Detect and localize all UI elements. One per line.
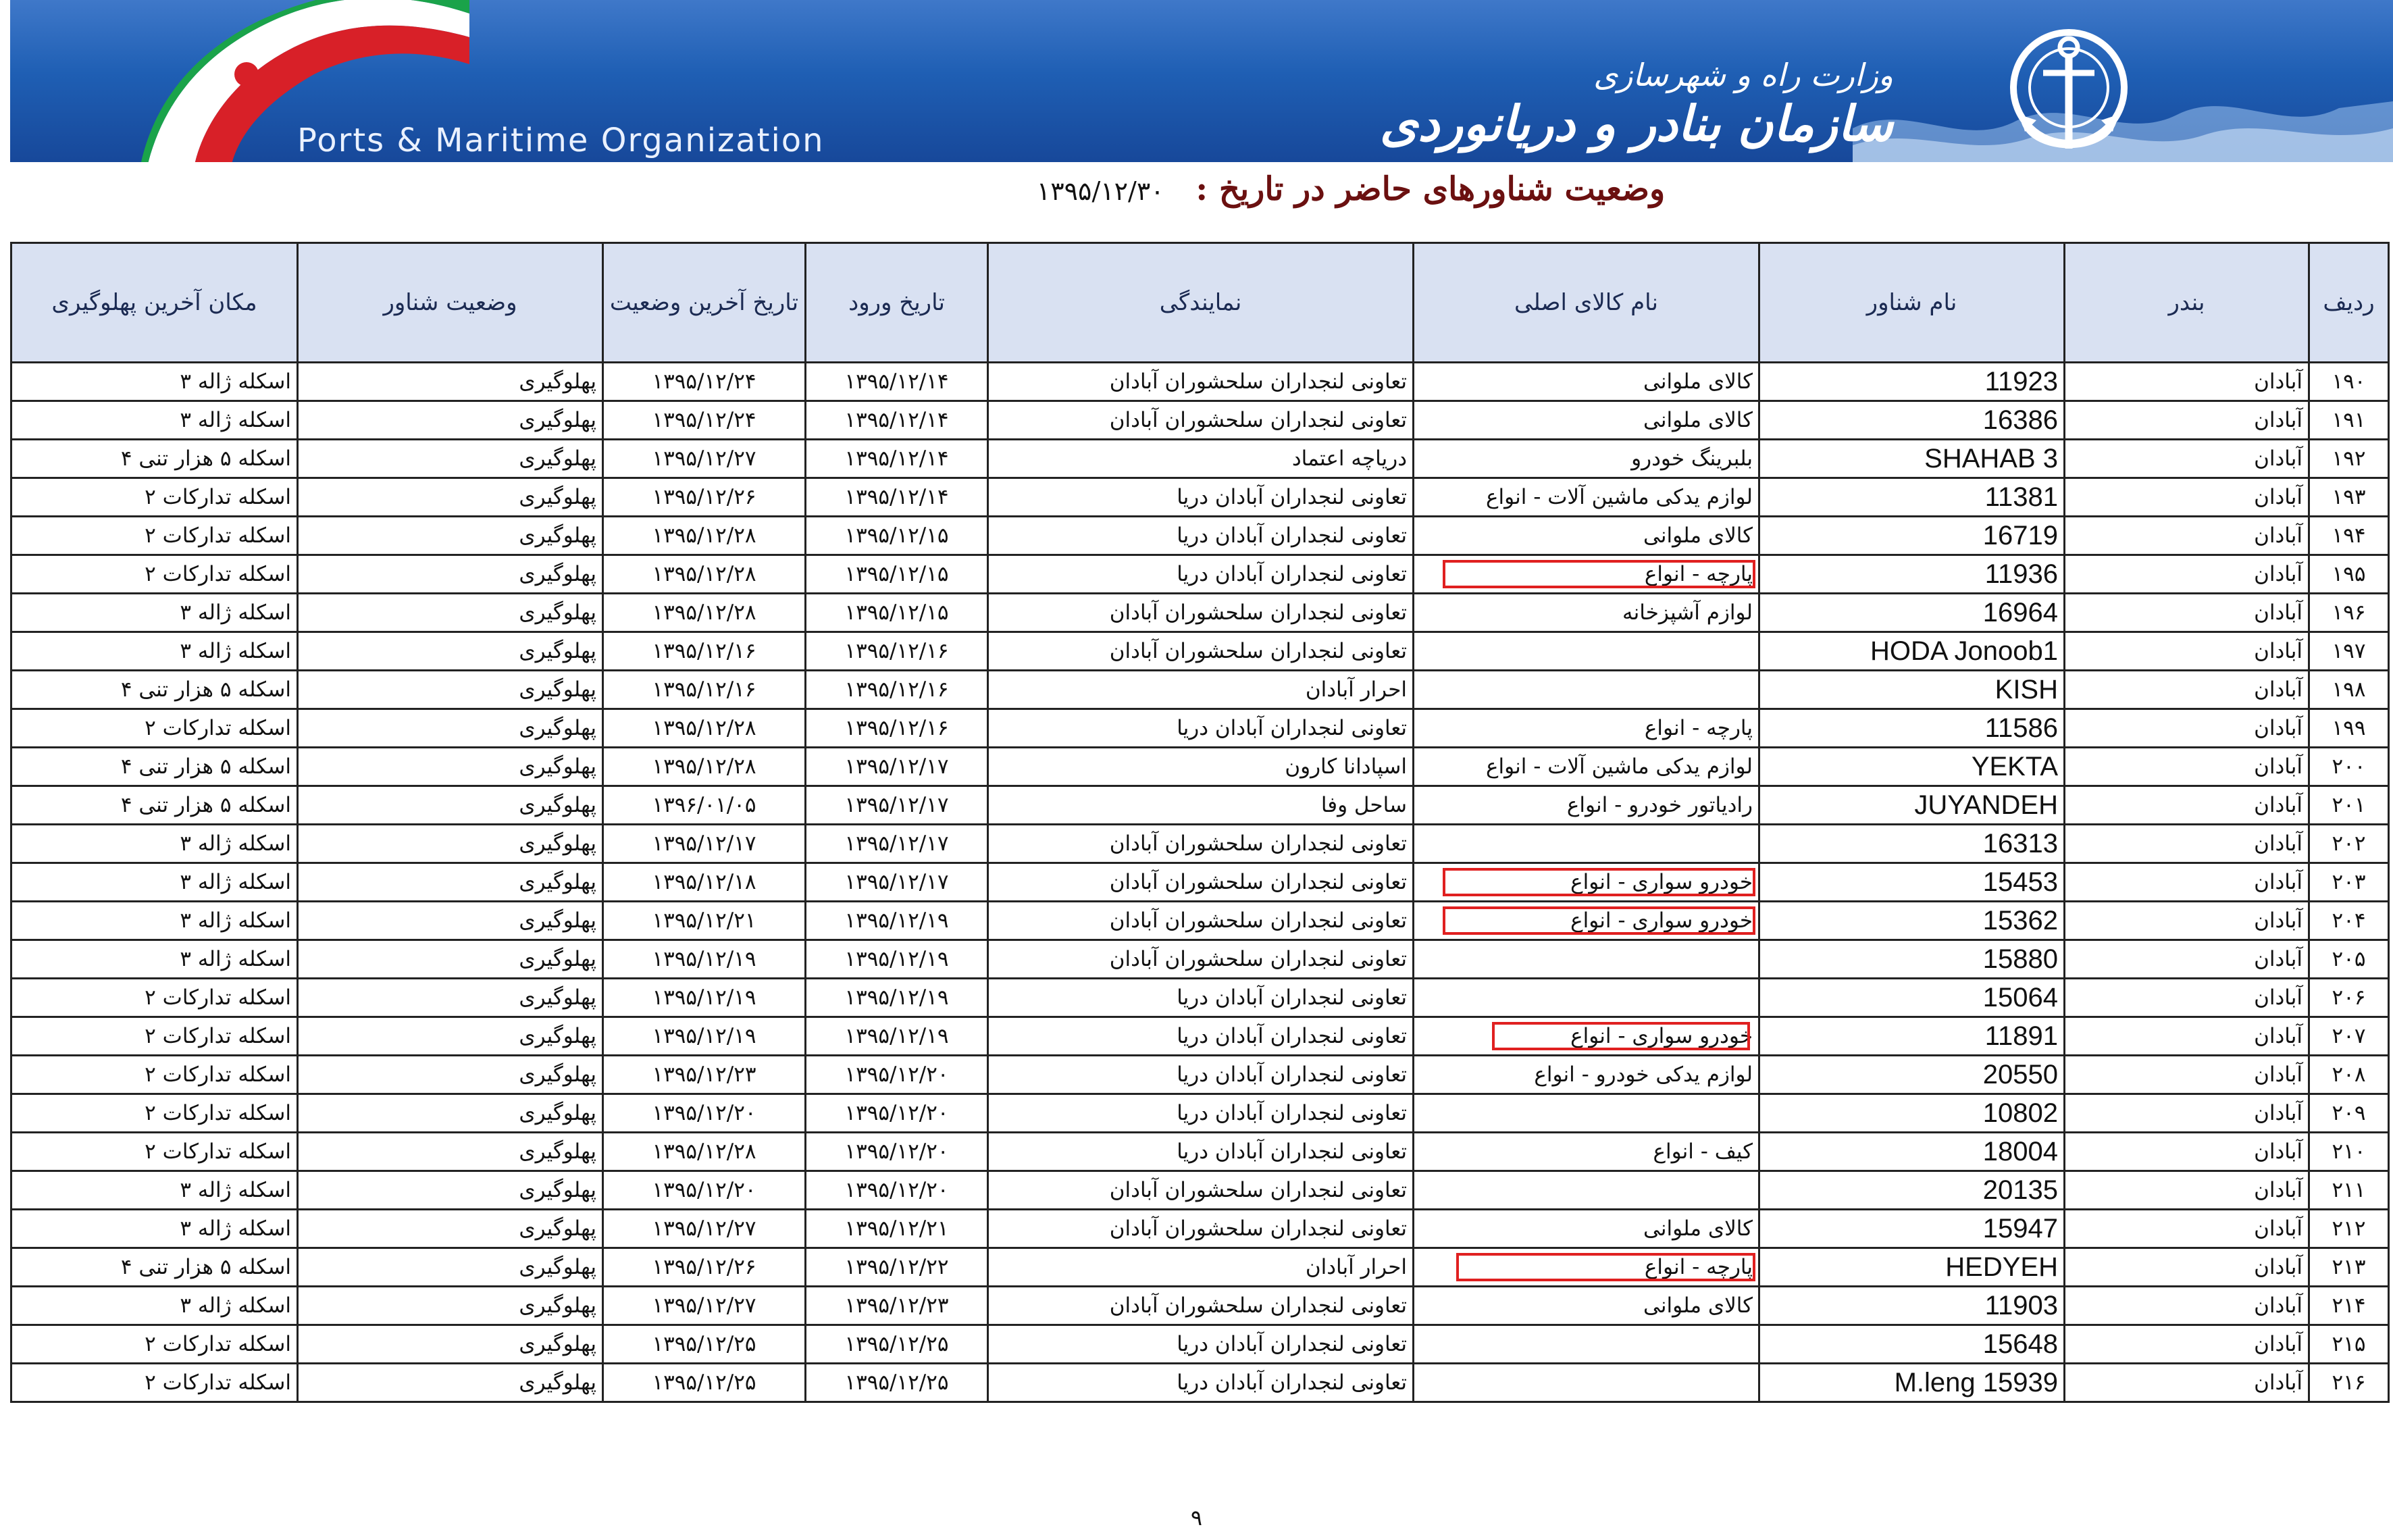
vessel-name-cell: HODA Jonoob1 bbox=[1759, 632, 2065, 671]
row-number-cell: ۲۱۴ bbox=[2309, 1287, 2389, 1325]
column-header-vessel-status: وضعیت شناور bbox=[298, 243, 603, 363]
table-row bbox=[11, 555, 2389, 594]
last-berth-cell: اسکله ژاله ۳ bbox=[11, 825, 298, 863]
agency-cell: تعاونی لنجداران آبادان دریا bbox=[988, 555, 1414, 594]
table-row bbox=[11, 709, 2389, 748]
agency-cell: تعاونی لنجداران سلحشوران آبادان bbox=[988, 363, 1414, 401]
vessel-status-cell: پهلوگیری bbox=[298, 1248, 603, 1287]
column-header-main-goods: نام کالای اصلی bbox=[1414, 243, 1759, 363]
vessel-status-cell: پهلوگیری bbox=[298, 632, 603, 671]
column-header-last-status-date: تاریخ آخرین وضعیت bbox=[603, 243, 806, 363]
vessel-name-cell: 15453 bbox=[1759, 863, 2065, 902]
last-status-date-cell: ۱۳۹۵/۱۲/۲۴ bbox=[603, 363, 806, 401]
last-berth-cell: اسکله تدارکات ۲ bbox=[11, 517, 298, 555]
vessel-name-cell: M.leng 15939 bbox=[1759, 1364, 2065, 1402]
column-header-last-berth: مکان آخرین پهلوگیری bbox=[11, 243, 298, 363]
main-goods-cell bbox=[1414, 671, 1759, 709]
last-status-date-cell: ۱۳۹۵/۱۲/۱۷ bbox=[603, 825, 806, 863]
last-status-date-cell: ۱۳۹۵/۱۲/۲۸ bbox=[603, 555, 806, 594]
last-berth-cell: اسکله ۵ هزار تنی ۴ bbox=[11, 671, 298, 709]
last-berth-cell: اسکله ۵ هزار تنی ۴ bbox=[11, 440, 298, 478]
port-cell: آبادان bbox=[2065, 1325, 2309, 1364]
port-cell: آبادان bbox=[2065, 632, 2309, 671]
main-goods-cell: خودرو سواری - انواع bbox=[1414, 1017, 1759, 1056]
vessel-name-cell: 16386 bbox=[1759, 401, 2065, 440]
vessel-name-cell: 10802 bbox=[1759, 1094, 2065, 1133]
port-cell: آبادان bbox=[2065, 940, 2309, 979]
last-berth-cell: اسکله ژاله ۳ bbox=[11, 863, 298, 902]
row-number-cell: ۲۱۰ bbox=[2309, 1133, 2389, 1171]
main-goods-cell: خودرو سواری - انواع bbox=[1414, 863, 1759, 902]
vessel-status-cell: پهلوگیری bbox=[298, 1325, 603, 1364]
page-title bbox=[1013, 170, 1689, 208]
row-number-cell: ۱۹۲ bbox=[2309, 440, 2389, 478]
main-goods-cell: کالای ملوانی bbox=[1414, 517, 1759, 555]
arrival-date-cell: ۱۳۹۵/۱۲/۲۱ bbox=[806, 1210, 988, 1248]
port-cell: آبادان bbox=[2065, 517, 2309, 555]
agency-cell: تعاونی لنجداران آبادان دریا bbox=[988, 1056, 1414, 1094]
agency-cell: تعاونی لنجداران سلحشوران آبادان bbox=[988, 1210, 1414, 1248]
vessel-status-cell: پهلوگیری bbox=[298, 786, 603, 825]
port-cell: آبادان bbox=[2065, 594, 2309, 632]
vessel-status-cell: پهلوگیری bbox=[298, 671, 603, 709]
last-berth-cell: اسکله ژاله ۳ bbox=[11, 902, 298, 940]
last-status-date-cell: ۱۳۹۵/۱۲/۱۹ bbox=[603, 979, 806, 1017]
row-number-cell: ۲۰۰ bbox=[2309, 748, 2389, 786]
port-cell: آبادان bbox=[2065, 555, 2309, 594]
last-berth-cell: اسکله تدارکات ۲ bbox=[11, 1056, 298, 1094]
agency-cell: اسپادانا کارون bbox=[988, 748, 1414, 786]
table-row bbox=[11, 825, 2389, 863]
org-name-english: Ports & Maritime Organization bbox=[297, 122, 825, 159]
row-number-cell: ۲۰۹ bbox=[2309, 1094, 2389, 1133]
arrival-date-cell: ۱۳۹۵/۱۲/۱۷ bbox=[806, 825, 988, 863]
table-row bbox=[11, 1056, 2389, 1094]
port-cell: آبادان bbox=[2065, 478, 2309, 517]
last-berth-cell: اسکله ۵ هزار تنی ۴ bbox=[11, 748, 298, 786]
vessel-status-cell: پهلوگیری bbox=[298, 440, 603, 478]
agency-cell: تعاونی لنجداران آبادان دریا bbox=[988, 1094, 1414, 1133]
row-number-cell: ۲۰۵ bbox=[2309, 940, 2389, 979]
vessel-name-cell: 15648 bbox=[1759, 1325, 2065, 1364]
vessel-status-cell: پهلوگیری bbox=[298, 478, 603, 517]
vessel-status-cell: پهلوگیری bbox=[298, 748, 603, 786]
vessel-name-cell: 20135 bbox=[1759, 1171, 2065, 1210]
row-number-cell: ۱۹۸ bbox=[2309, 671, 2389, 709]
vessel-status-cell: پهلوگیری bbox=[298, 594, 603, 632]
table-row bbox=[11, 786, 2389, 825]
arrival-date-cell: ۱۳۹۵/۱۲/۱۹ bbox=[806, 1017, 988, 1056]
main-goods-cell: خودرو سواری - انواع bbox=[1414, 902, 1759, 940]
main-goods-cell: کالای ملوانی bbox=[1414, 1287, 1759, 1325]
table-row bbox=[11, 1287, 2389, 1325]
last-berth-cell: اسکله تدارکات ۲ bbox=[11, 1094, 298, 1133]
arrival-date-cell: ۱۳۹۵/۱۲/۲۰ bbox=[806, 1171, 988, 1210]
port-cell: آبادان bbox=[2065, 671, 2309, 709]
table-row bbox=[11, 1248, 2389, 1287]
agency-cell: تعاونی لنجداران سلحشوران آبادان bbox=[988, 594, 1414, 632]
table-row bbox=[11, 594, 2389, 632]
main-goods-cell: بلبرینگ خودرو bbox=[1414, 440, 1759, 478]
last-status-date-cell: ۱۳۹۵/۱۲/۲۶ bbox=[603, 478, 806, 517]
last-berth-cell: اسکله ژاله ۳ bbox=[11, 1210, 298, 1248]
vessel-status-cell: پهلوگیری bbox=[298, 1364, 603, 1402]
report-date: ۱۳۹۵/۱۲/۳۰ bbox=[1036, 176, 1164, 206]
port-cell: آبادان bbox=[2065, 1248, 2309, 1287]
vessel-status-cell: پهلوگیری bbox=[298, 363, 603, 401]
arrival-date-cell: ۱۳۹۵/۱۲/۱۴ bbox=[806, 363, 988, 401]
port-cell: آبادان bbox=[2065, 1287, 2309, 1325]
row-number-cell: ۲۱۵ bbox=[2309, 1325, 2389, 1364]
port-cell: آبادان bbox=[2065, 363, 2309, 401]
row-number-cell: ۱۹۳ bbox=[2309, 478, 2389, 517]
vessel-status-cell: پهلوگیری bbox=[298, 863, 603, 902]
agency-cell: تعاونی لنجداران آبادان دریا bbox=[988, 478, 1414, 517]
agency-cell: تعاونی لنجداران سلحشوران آبادان bbox=[988, 902, 1414, 940]
port-cell: آبادان bbox=[2065, 1017, 2309, 1056]
vessel-name-cell: 16719 bbox=[1759, 517, 2065, 555]
main-goods-cell bbox=[1414, 1364, 1759, 1402]
port-cell: آبادان bbox=[2065, 1210, 2309, 1248]
table-row bbox=[11, 517, 2389, 555]
main-goods-cell bbox=[1414, 632, 1759, 671]
vessel-status-cell: پهلوگیری bbox=[298, 1133, 603, 1171]
port-cell: آبادان bbox=[2065, 401, 2309, 440]
main-goods-cell: لوازم یدکی ماشین آلات - انواع bbox=[1414, 748, 1759, 786]
vessel-status-cell: پهلوگیری bbox=[298, 979, 603, 1017]
main-goods-cell: کالای ملوانی bbox=[1414, 1210, 1759, 1248]
vessel-status-cell: پهلوگیری bbox=[298, 1094, 603, 1133]
table-row bbox=[11, 902, 2389, 940]
last-status-date-cell: ۱۳۹۵/۱۲/۲۰ bbox=[603, 1171, 806, 1210]
last-status-date-cell: ۱۳۹۵/۱۲/۲۶ bbox=[603, 1248, 806, 1287]
last-berth-cell: اسکله ۵ هزار تنی ۴ bbox=[11, 1248, 298, 1287]
last-berth-cell: اسکله ژاله ۳ bbox=[11, 363, 298, 401]
agency-cell: تعاونی لنجداران آبادان دریا bbox=[988, 709, 1414, 748]
table-row bbox=[11, 1364, 2389, 1402]
row-number-cell: ۱۹۱ bbox=[2309, 401, 2389, 440]
port-cell: آبادان bbox=[2065, 979, 2309, 1017]
vessel-status-cell: پهلوگیری bbox=[298, 709, 603, 748]
last-status-date-cell: ۱۳۹۵/۱۲/۲۵ bbox=[603, 1325, 806, 1364]
vessel-status-cell: پهلوگیری bbox=[298, 1171, 603, 1210]
last-berth-cell: اسکله تدارکات ۲ bbox=[11, 1364, 298, 1402]
agency-cell: ساحل وفا bbox=[988, 786, 1414, 825]
vessel-name-cell: KISH bbox=[1759, 671, 2065, 709]
agency-cell: تعاونی لنجداران آبادان دریا bbox=[988, 1017, 1414, 1056]
arrival-date-cell: ۱۳۹۵/۱۲/۱۷ bbox=[806, 863, 988, 902]
vessel-name-cell: 16313 bbox=[1759, 825, 2065, 863]
row-number-cell: ۱۹۶ bbox=[2309, 594, 2389, 632]
row-number-cell: ۲۱۱ bbox=[2309, 1171, 2389, 1210]
page-title-text: وضعیت شناورهای حاضر در تاریخ : bbox=[1195, 170, 1666, 208]
arrival-date-cell: ۱۳۹۵/۱۲/۲۰ bbox=[806, 1094, 988, 1133]
vessel-name-cell: YEKTA bbox=[1759, 748, 2065, 786]
vessel-name-cell: JUYANDEH bbox=[1759, 786, 2065, 825]
row-number-cell: ۱۹۴ bbox=[2309, 517, 2389, 555]
main-goods-cell bbox=[1414, 825, 1759, 863]
arrival-date-cell: ۱۳۹۵/۱۲/۱۴ bbox=[806, 440, 988, 478]
vessel-name-cell: 16964 bbox=[1759, 594, 2065, 632]
vessel-name-cell: HEDYEH bbox=[1759, 1248, 2065, 1287]
vessel-status-cell: پهلوگیری bbox=[298, 555, 603, 594]
vessel-name-cell: 11586 bbox=[1759, 709, 2065, 748]
table-row bbox=[11, 1094, 2389, 1133]
vessel-status-cell: پهلوگیری bbox=[298, 401, 603, 440]
port-cell: آبادان bbox=[2065, 1133, 2309, 1171]
port-cell: آبادان bbox=[2065, 709, 2309, 748]
column-header-arrival-date: تاریخ ورود bbox=[806, 243, 988, 363]
header-banner bbox=[10, 0, 2393, 162]
port-cell: آبادان bbox=[2065, 748, 2309, 786]
table-row bbox=[11, 979, 2389, 1017]
row-number-cell: ۱۹۵ bbox=[2309, 555, 2389, 594]
port-cell: آبادان bbox=[2065, 1364, 2309, 1402]
arrival-date-cell: ۱۳۹۵/۱۲/۱۶ bbox=[806, 709, 988, 748]
last-status-date-cell: ۱۳۹۵/۱۲/۲۸ bbox=[603, 517, 806, 555]
table-row bbox=[11, 632, 2389, 671]
vessel-name-cell: 15947 bbox=[1759, 1210, 2065, 1248]
last-status-date-cell: ۱۳۹۵/۱۲/۱۹ bbox=[603, 1017, 806, 1056]
row-number-cell: ۱۹۹ bbox=[2309, 709, 2389, 748]
last-status-date-cell: ۱۳۹۵/۱۲/۲۰ bbox=[603, 1094, 806, 1133]
row-number-cell: ۲۰۲ bbox=[2309, 825, 2389, 863]
last-berth-cell: اسکله ژاله ۳ bbox=[11, 632, 298, 671]
last-status-date-cell: ۱۳۹۵/۱۲/۱۹ bbox=[603, 940, 806, 979]
arrival-date-cell: ۱۳۹۵/۱۲/۱۴ bbox=[806, 401, 988, 440]
table-row bbox=[11, 1325, 2389, 1364]
main-goods-cell: پارچه - انواع bbox=[1414, 1248, 1759, 1287]
arrival-date-cell: ۱۳۹۵/۱۲/۱۵ bbox=[806, 517, 988, 555]
port-cell: آبادان bbox=[2065, 902, 2309, 940]
vessel-name-cell: 11923 bbox=[1759, 363, 2065, 401]
agency-cell: تعاونی لنجداران آبادان دریا bbox=[988, 1364, 1414, 1402]
last-berth-cell: اسکله ژاله ۳ bbox=[11, 1287, 298, 1325]
arrival-date-cell: ۱۳۹۵/۱۲/۲۰ bbox=[806, 1056, 988, 1094]
row-number-cell: ۱۹۰ bbox=[2309, 363, 2389, 401]
vessel-status-cell: پهلوگیری bbox=[298, 517, 603, 555]
vessel-status-cell: پهلوگیری bbox=[298, 825, 603, 863]
port-cell: آبادان bbox=[2065, 825, 2309, 863]
column-header-vessel-name: نام شناور bbox=[1759, 243, 2065, 363]
vessel-status-cell: پهلوگیری bbox=[298, 902, 603, 940]
table-header-row bbox=[11, 243, 2389, 363]
main-goods-cell bbox=[1414, 940, 1759, 979]
last-status-date-cell: ۱۳۹۵/۱۲/۲۷ bbox=[603, 1287, 806, 1325]
table-row bbox=[11, 1017, 2389, 1056]
vessel-status-cell: پهلوگیری bbox=[298, 1287, 603, 1325]
main-goods-cell bbox=[1414, 1094, 1759, 1133]
row-number-cell: ۲۰۷ bbox=[2309, 1017, 2389, 1056]
port-cell: آبادان bbox=[2065, 786, 2309, 825]
table-row bbox=[11, 1171, 2389, 1210]
row-number-cell: ۲۰۳ bbox=[2309, 863, 2389, 902]
vessel-status-cell: پهلوگیری bbox=[298, 1056, 603, 1094]
arrival-date-cell: ۱۳۹۵/۱۲/۲۰ bbox=[806, 1133, 988, 1171]
agency-cell: تعاونی لنجداران آبادان دریا bbox=[988, 1133, 1414, 1171]
row-number-cell: ۱۹۷ bbox=[2309, 632, 2389, 671]
last-status-date-cell: ۱۳۹۵/۱۲/۲۷ bbox=[603, 440, 806, 478]
main-goods-cell: لوازم آشپزخانه bbox=[1414, 594, 1759, 632]
main-goods-cell: رادیاتور خودرو - انواع bbox=[1414, 786, 1759, 825]
last-status-date-cell: ۱۳۹۵/۱۲/۱۶ bbox=[603, 671, 806, 709]
port-cell: آبادان bbox=[2065, 1056, 2309, 1094]
arrival-date-cell: ۱۳۹۵/۱۲/۱۵ bbox=[806, 555, 988, 594]
last-berth-cell: اسکله ژاله ۳ bbox=[11, 401, 298, 440]
table-row bbox=[11, 940, 2389, 979]
main-goods-cell bbox=[1414, 1171, 1759, 1210]
arrival-date-cell: ۱۳۹۵/۱۲/۲۵ bbox=[806, 1325, 988, 1364]
arrival-date-cell: ۱۳۹۵/۱۲/۱۷ bbox=[806, 786, 988, 825]
column-header-port: بندر bbox=[2065, 243, 2309, 363]
agency-cell: احرار آبادان bbox=[988, 1248, 1414, 1287]
agency-cell: تعاونی لنجداران سلحشوران آبادان bbox=[988, 1171, 1414, 1210]
arrival-date-cell: ۱۳۹۵/۱۲/۲۳ bbox=[806, 1287, 988, 1325]
main-goods-cell: کیف - انواع bbox=[1414, 1133, 1759, 1171]
last-berth-cell: اسکله تدارکات ۲ bbox=[11, 979, 298, 1017]
vessel-name-cell: 15064 bbox=[1759, 979, 2065, 1017]
last-berth-cell: اسکله تدارکات ۲ bbox=[11, 1325, 298, 1364]
last-status-date-cell: ۱۳۹۵/۱۲/۲۵ bbox=[603, 1364, 806, 1402]
vessel-name-cell: 15362 bbox=[1759, 902, 2065, 940]
arrival-date-cell: ۱۳۹۵/۱۲/۲۲ bbox=[806, 1248, 988, 1287]
vessel-name-cell: 11936 bbox=[1759, 555, 2065, 594]
agency-cell: تعاونی لنجداران سلحشوران آبادان bbox=[988, 863, 1414, 902]
vessel-status-cell: پهلوگیری bbox=[298, 940, 603, 979]
vessel-status-cell: پهلوگیری bbox=[298, 1017, 603, 1056]
main-goods-cell bbox=[1414, 979, 1759, 1017]
agency-cell: تعاونی لنجداران سلحشوران آبادان bbox=[988, 825, 1414, 863]
main-goods-cell: لوازم یدکی ماشین آلات - انواع bbox=[1414, 478, 1759, 517]
arrival-date-cell: ۱۳۹۵/۱۲/۱۹ bbox=[806, 940, 988, 979]
port-cell: آبادان bbox=[2065, 1094, 2309, 1133]
main-goods-cell bbox=[1414, 1325, 1759, 1364]
page-number: ۹ bbox=[1190, 1505, 1203, 1531]
table-row bbox=[11, 748, 2389, 786]
last-status-date-cell: ۱۳۹۵/۱۲/۱۶ bbox=[603, 632, 806, 671]
last-berth-cell: اسکله ژاله ۳ bbox=[11, 1171, 298, 1210]
row-number-cell: ۲۱۲ bbox=[2309, 1210, 2389, 1248]
agency-cell: تعاونی لنجداران سلحشوران آبادان bbox=[988, 401, 1414, 440]
port-cell: آبادان bbox=[2065, 440, 2309, 478]
last-berth-cell: اسکله تدارکات ۲ bbox=[11, 709, 298, 748]
row-number-cell: ۲۰۱ bbox=[2309, 786, 2389, 825]
table-row bbox=[11, 671, 2389, 709]
last-status-date-cell: ۱۳۹۵/۱۲/۲۸ bbox=[603, 748, 806, 786]
org-name-persian: سازمان بنادر و دریانوردی bbox=[1379, 95, 1893, 152]
last-berth-cell: اسکله تدارکات ۲ bbox=[11, 1133, 298, 1171]
last-berth-cell: اسکله ۵ هزار تنی ۴ bbox=[11, 786, 298, 825]
arrival-date-cell: ۱۳۹۵/۱۲/۲۵ bbox=[806, 1364, 988, 1402]
agency-cell: تعاونی لنجداران آبادان دریا bbox=[988, 1325, 1414, 1364]
arrival-date-cell: ۱۳۹۵/۱۲/۱۷ bbox=[806, 748, 988, 786]
table-row bbox=[11, 1133, 2389, 1171]
main-goods-cell: کالای ملوانی bbox=[1414, 401, 1759, 440]
column-header-agency: نمایندگی bbox=[988, 243, 1414, 363]
table-row bbox=[11, 1210, 2389, 1248]
arrival-date-cell: ۱۳۹۵/۱۲/۱۹ bbox=[806, 902, 988, 940]
main-goods-cell: کالای ملوانی bbox=[1414, 363, 1759, 401]
arrival-date-cell: ۱۳۹۵/۱۲/۱۵ bbox=[806, 594, 988, 632]
arrival-date-cell: ۱۳۹۵/۱۲/۱۴ bbox=[806, 478, 988, 517]
table-row bbox=[11, 478, 2389, 517]
row-number-cell: ۲۰۴ bbox=[2309, 902, 2389, 940]
table-row bbox=[11, 440, 2389, 478]
last-berth-cell: اسکله تدارکات ۲ bbox=[11, 555, 298, 594]
agency-cell: تعاونی لنجداران آبادان دریا bbox=[988, 979, 1414, 1017]
vessel-name-cell: 11891 bbox=[1759, 1017, 2065, 1056]
last-berth-cell: اسکله تدارکات ۲ bbox=[11, 478, 298, 517]
agency-cell: تعاونی لنجداران سلحشوران آبادان bbox=[988, 632, 1414, 671]
last-status-date-cell: ۱۳۹۵/۱۲/۲۸ bbox=[603, 1133, 806, 1171]
agency-cell: تعاونی لنجداران سلحشوران آبادان bbox=[988, 940, 1414, 979]
main-goods-cell: لوازم یدکی خودرو - انواع bbox=[1414, 1056, 1759, 1094]
main-goods-cell: پارچه - انواع bbox=[1414, 709, 1759, 748]
table-row bbox=[11, 401, 2389, 440]
port-cell: آبادان bbox=[2065, 1171, 2309, 1210]
vessel-name-cell: 20550 bbox=[1759, 1056, 2065, 1094]
table-row bbox=[11, 863, 2389, 902]
last-berth-cell: اسکله ژاله ۳ bbox=[11, 940, 298, 979]
arrival-date-cell: ۱۳۹۵/۱۲/۱۶ bbox=[806, 632, 988, 671]
row-number-cell: ۲۱۶ bbox=[2309, 1364, 2389, 1402]
column-header-row-no: ردیف bbox=[2309, 243, 2389, 363]
last-status-date-cell: ۱۳۹۵/۱۲/۲۳ bbox=[603, 1056, 806, 1094]
main-goods-cell: پارچه - انواع bbox=[1414, 555, 1759, 594]
vessel-status-cell: پهلوگیری bbox=[298, 1210, 603, 1248]
agency-cell: احرار آبادان bbox=[988, 671, 1414, 709]
last-berth-cell: اسکله تدارکات ۲ bbox=[11, 1017, 298, 1056]
vessel-name-cell: 11903 bbox=[1759, 1287, 2065, 1325]
last-status-date-cell: ۱۳۹۵/۱۲/۲۴ bbox=[603, 401, 806, 440]
row-number-cell: ۲۰۶ bbox=[2309, 979, 2389, 1017]
arrival-date-cell: ۱۳۹۵/۱۲/۱۶ bbox=[806, 671, 988, 709]
port-cell: آبادان bbox=[2065, 863, 2309, 902]
row-number-cell: ۲۰۸ bbox=[2309, 1056, 2389, 1094]
last-status-date-cell: ۱۳۹۵/۱۲/۲۸ bbox=[603, 594, 806, 632]
vessel-name-cell: SHAHAB 3 bbox=[1759, 440, 2065, 478]
last-status-date-cell: ۱۳۹۶/۰۱/۰۵ bbox=[603, 786, 806, 825]
last-status-date-cell: ۱۳۹۵/۱۲/۲۸ bbox=[603, 709, 806, 748]
last-status-date-cell: ۱۳۹۵/۱۲/۲۷ bbox=[603, 1210, 806, 1248]
last-status-date-cell: ۱۳۹۵/۱۲/۲۱ bbox=[603, 902, 806, 940]
vessels-table bbox=[10, 242, 2390, 1403]
row-number-cell: ۲۱۳ bbox=[2309, 1248, 2389, 1287]
last-status-date-cell: ۱۳۹۵/۱۲/۱۸ bbox=[603, 863, 806, 902]
anchor-emblem-icon bbox=[1961, 20, 2177, 162]
agency-cell: تعاونی لنجداران آبادان دریا bbox=[988, 517, 1414, 555]
agency-cell: تعاونی لنجداران سلحشوران آبادان bbox=[988, 1287, 1414, 1325]
agency-cell: دریاچه اعتماد bbox=[988, 440, 1414, 478]
last-berth-cell: اسکله ژاله ۳ bbox=[11, 594, 298, 632]
vessel-name-cell: 18004 bbox=[1759, 1133, 2065, 1171]
vessel-name-cell: 11381 bbox=[1759, 478, 2065, 517]
table-row bbox=[11, 363, 2389, 401]
ministry-name: وزارت راه و شهرسازی bbox=[1593, 57, 1893, 93]
vessel-name-cell: 15880 bbox=[1759, 940, 2065, 979]
arrival-date-cell: ۱۳۹۵/۱۲/۱۹ bbox=[806, 979, 988, 1017]
